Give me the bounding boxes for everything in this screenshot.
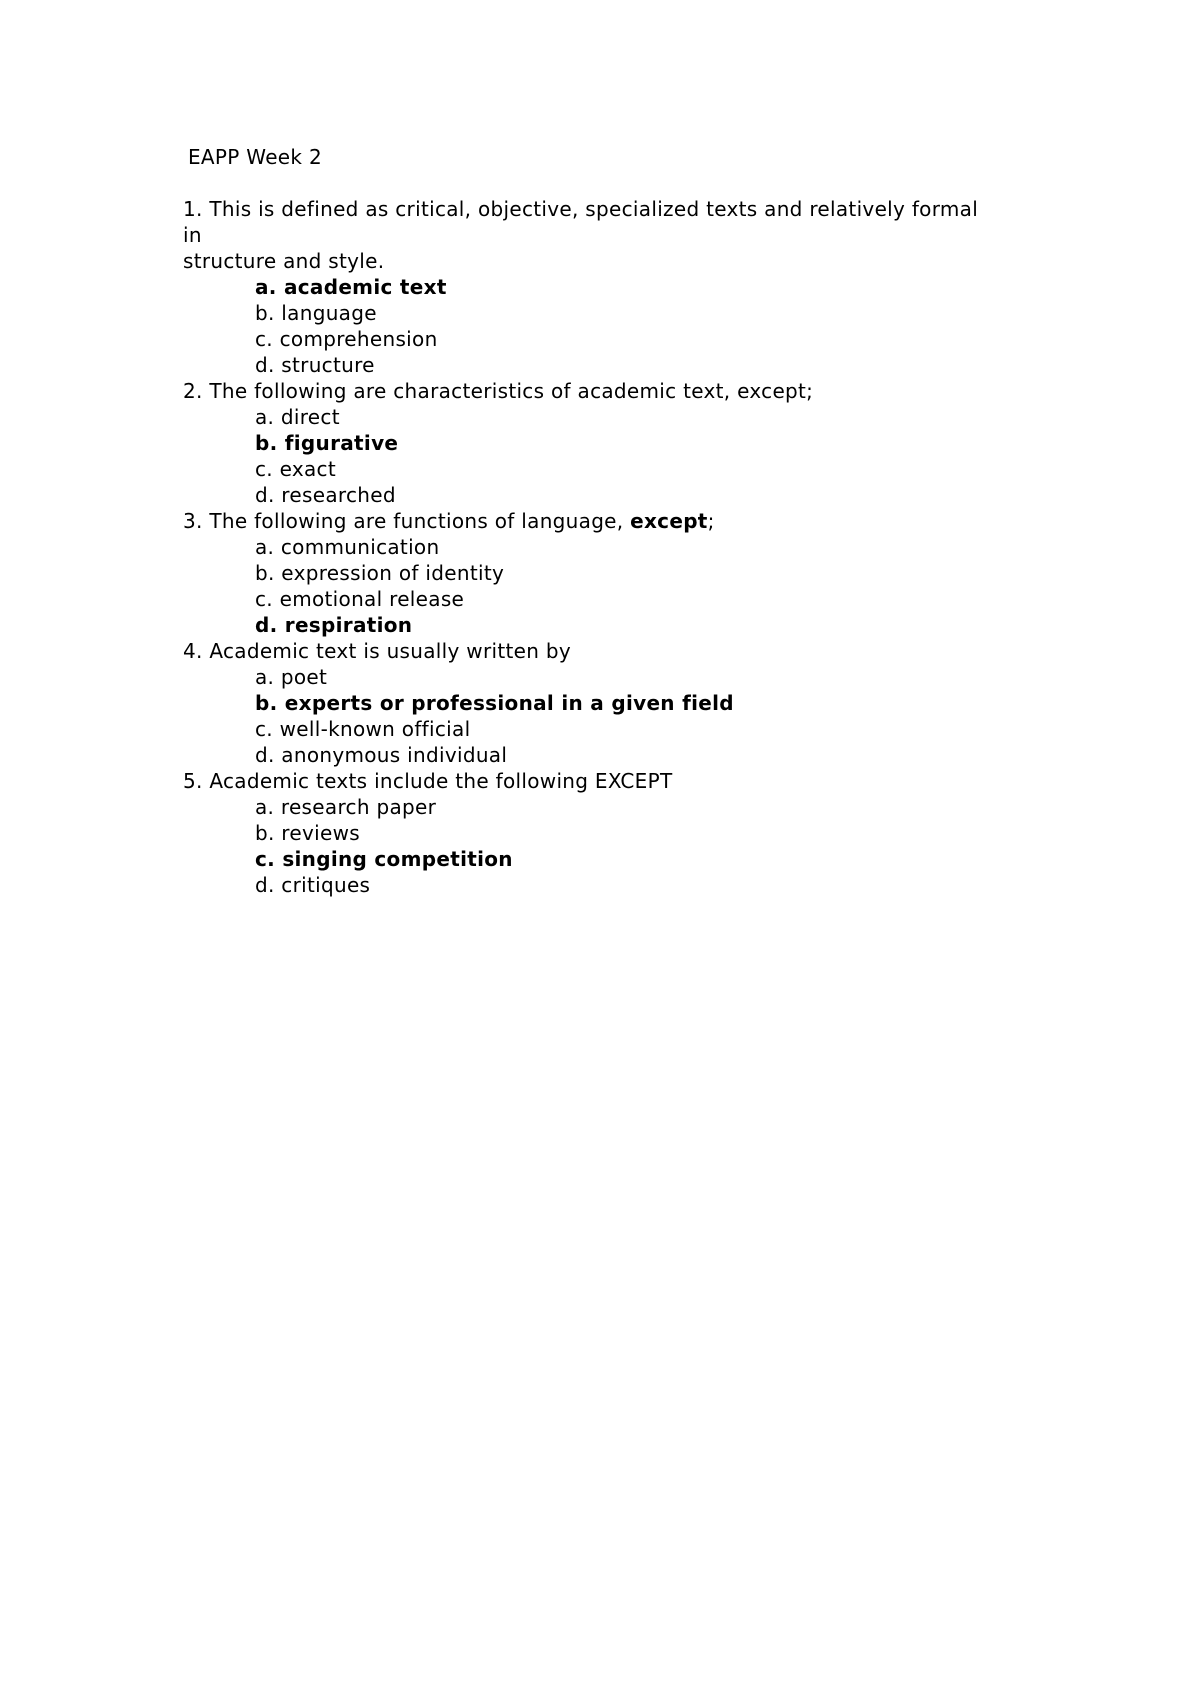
question-1	[183, 196, 983, 378]
question-stem-keyword: except	[630, 509, 708, 533]
question-stem: 5. Academic texts include the following EXCEPT	[183, 769, 673, 793]
answer-option: b. reviews	[255, 821, 360, 845]
answer-option: a. communication	[255, 535, 440, 559]
question-4	[183, 638, 983, 768]
document-body	[183, 144, 983, 898]
question-5	[183, 768, 983, 898]
answer-option: b. expression of identity	[255, 561, 505, 585]
answer-option-correct: b. experts or professional in a given field	[255, 691, 734, 715]
document-title: EAPP Week 2	[188, 145, 322, 169]
answer-option-correct: b. figurative	[255, 431, 399, 455]
question-stem: 1. This is defined as critical, objective, specialized texts and relatively formal in	[183, 197, 979, 247]
answer-option: d. researched	[255, 483, 396, 507]
answer-option: c. exact	[255, 457, 336, 481]
answer-option: a. research paper	[255, 795, 437, 819]
answer-option-correct: d. respiration	[255, 613, 413, 637]
question-stem-text: 3. The following are functions of language,	[183, 509, 631, 533]
answer-option: c. comprehension	[255, 327, 438, 351]
answer-option: d. structure	[255, 353, 375, 377]
answer-option-correct: c. singing competition	[255, 847, 513, 871]
answer-option-correct: a. academic text	[255, 275, 447, 299]
question-stem-punctuation: ;	[707, 509, 715, 533]
question-stem-continued: structure and style.	[183, 249, 385, 273]
question-stem	[183, 508, 983, 534]
answer-option: a. poet	[255, 665, 328, 689]
answer-option: d. anonymous individual	[255, 743, 508, 767]
answer-option: d. critiques	[255, 873, 371, 897]
question-stem: 4. Academic text is usually written by	[183, 639, 572, 663]
answer-option: c. well-known official	[255, 717, 471, 741]
answer-option: b. language	[255, 301, 377, 325]
question-2	[183, 378, 983, 508]
question-stem: 2. The following are characteristics of academic text, except;	[183, 379, 814, 403]
answer-option: c. emotional release	[255, 587, 465, 611]
answer-option: a. direct	[255, 405, 340, 429]
question-3	[183, 508, 983, 638]
